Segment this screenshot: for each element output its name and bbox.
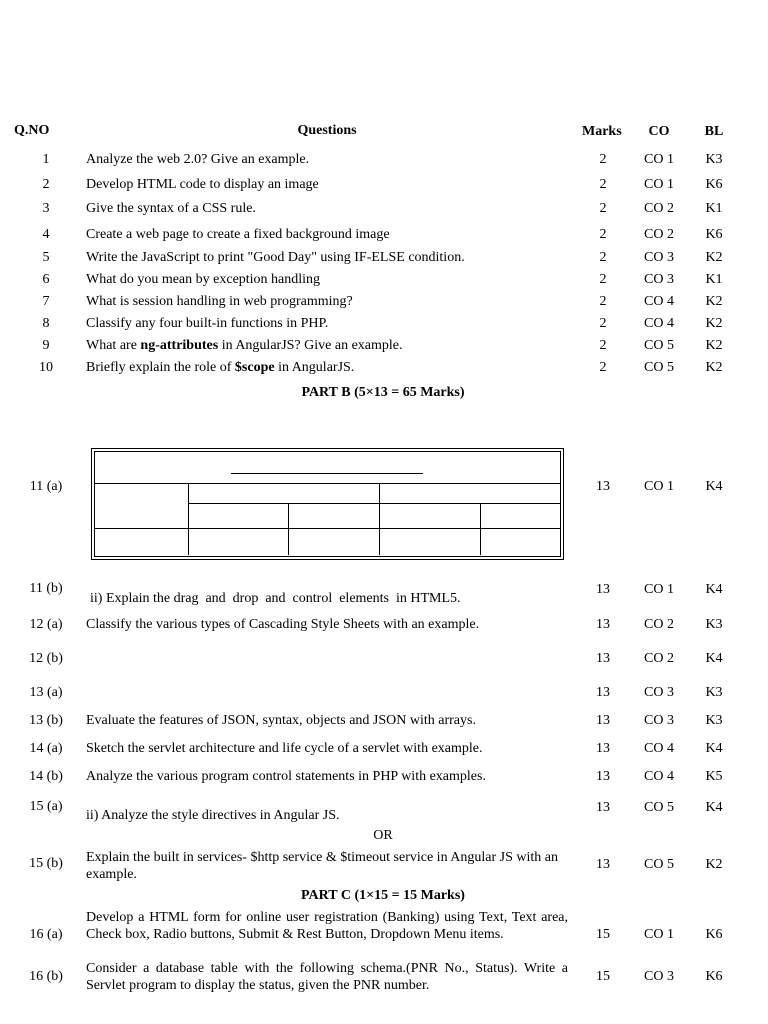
question-bl: K6 [705,177,723,192]
table-inner-border [94,451,561,557]
question-text-post: in AngularJS? Give an example. [218,338,403,353]
question-bl: K2 [705,857,723,872]
question-co: CO 2 [644,201,674,216]
question-marks: 2 [599,177,607,192]
question-number: 6 [42,272,50,287]
question-number: 15 (a) [29,799,63,814]
question-text: Write the JavaScript to print "Good Day" using IF-ELSE condition. [86,250,465,265]
table-grid-line [188,483,189,555]
question-text: Give the syntax of a CSS rule. [86,201,256,216]
question-marks: 13 [596,800,610,815]
question-co: CO 5 [644,800,674,815]
question-co: CO 3 [644,685,674,700]
question-marks: 2 [599,152,607,167]
question-number: 14 (b) [29,769,63,784]
question-text: Classify the various types of Cascading Style Sheets with an example. [86,617,480,632]
question-marks: 13 [596,617,610,632]
question-text: Consider a database table with the following schema.(PNR No., Status). Write a Servlet program to display the status, given the PNR number. [86,961,568,993]
question-marks: 13 [596,741,610,756]
question-text-pre: What are [86,338,141,353]
question-co: CO 4 [644,769,674,784]
question-co: CO 4 [644,741,674,756]
question-text: Evaluate the features of JSON, syntax, objects and JSON with arrays. [86,713,476,728]
question-marks: 2 [599,294,607,309]
question-co: CO 5 [644,338,674,353]
question-number: 16 (b) [29,969,63,984]
question-bl: K4 [705,479,723,494]
table-grid-line [95,528,560,529]
question-text [86,338,403,354]
question-text: Sketch the servlet architecture and life cycle of a servlet with example. [86,741,483,756]
question-number: 16 (a) [29,927,63,942]
question-text: Develop HTML code to display an image [86,177,319,192]
question-co: CO 3 [644,969,674,984]
question-marks: 2 [599,316,607,331]
question-number: 12 (a) [29,617,63,632]
question-bl: K4 [705,651,723,666]
question-bl: K3 [705,685,723,700]
table-grid-line [480,503,481,555]
question-bl: K4 [705,582,723,597]
question-marks: 2 [599,272,607,287]
question-number: 7 [42,294,50,309]
question-number: 8 [42,316,50,331]
question-co: CO 3 [644,713,674,728]
question-co: CO 2 [644,617,674,632]
header-marks: Marks [582,124,622,139]
header-bl: BL [704,124,724,139]
question-marks: 13 [596,582,610,597]
question-marks: 15 [596,927,610,942]
question-bl: K4 [705,800,723,815]
question-co: CO 5 [644,360,674,375]
table-grid-line [95,483,560,484]
question-number: 4 [42,227,50,242]
question-marks: 2 [599,250,607,265]
question-text: Develop a HTML form for online user registration (Banking) using Text, Text area, Check box, Radio buttons, Submit & Rest Button, Dropdown Menu items. [86,910,568,942]
question-bl: K2 [705,360,723,375]
question-marks: 2 [599,360,607,375]
question-bl: K5 [705,769,723,784]
question-number: 9 [42,338,50,353]
question-number: 15 (b) [29,856,63,871]
question-marks: 13 [596,685,610,700]
question-text-post: in AngularJS. [274,360,355,375]
question-bl: K6 [705,927,723,942]
question-number: 14 (a) [29,741,63,756]
question-bl: K2 [705,250,723,265]
question-co: CO 3 [644,250,674,265]
header-co: CO [648,124,670,139]
empty-table-figure [91,448,564,560]
question-bl: K4 [705,741,723,756]
question-co: CO 3 [644,272,674,287]
or-separator: OR [373,828,393,843]
question-number: 11 (b) [29,581,63,596]
question-co: CO 4 [644,294,674,309]
question-co: CO 1 [644,152,674,167]
question-bl: K3 [705,152,723,167]
question-marks: 13 [596,769,610,784]
question-number: 1 [42,152,50,167]
question-co: CO 5 [644,857,674,872]
question-bl: K3 [705,713,723,728]
question-bl: K1 [705,201,723,216]
question-marks: 13 [596,479,610,494]
question-bl: K3 [705,617,723,632]
question-text-bold: ng-attributes [140,338,219,353]
question-co: CO 1 [644,582,674,597]
question-text: Analyze the various program control statements in PHP with examples. [86,769,486,784]
question-marks: 13 [596,857,610,872]
table-grid-line [379,483,380,555]
question-marks: 2 [599,227,607,242]
question-co: CO 4 [644,316,674,331]
question-co: CO 1 [644,927,674,942]
part-c-title: PART C (1×15 = 15 Marks) [301,888,465,903]
question-marks: 2 [599,201,607,216]
question-bl: K2 [705,294,723,309]
question-co: CO 2 [644,651,674,666]
question-number: 5 [42,250,50,265]
question-marks: 13 [596,651,610,666]
table-grid-line [288,503,289,555]
table-grid-line [188,503,560,504]
question-bl: K2 [705,338,723,353]
question-number: 12 (b) [29,651,63,666]
question-co: CO 2 [644,227,674,242]
question-text: Classify any four built-in functions in PHP. [86,316,329,331]
table-caption-line [231,473,423,474]
question-bl: K6 [705,969,723,984]
question-text-pre: Briefly explain the role of [86,360,235,375]
question-text: ii) Analyze the style directives in Angular JS. [86,808,340,823]
question-number: 11 (a) [29,479,63,494]
question-marks: 15 [596,969,610,984]
question-marks: 2 [599,338,607,353]
question-number: 13 (a) [29,685,63,700]
header-qno: Q.NO [14,123,50,138]
question-co: CO 1 [644,177,674,192]
question-text: Create a web page to create a fixed background image [86,227,390,242]
question-number: 13 (b) [29,713,63,728]
question-text: ii) Explain the drag and drop and control elements in HTML5. [90,591,461,606]
header-questions: Questions [297,123,357,138]
question-text: What do you mean by exception handling [86,272,321,287]
question-number: 10 [39,360,53,375]
question-text: What is session handling in web programming? [86,294,353,309]
question-number: 3 [42,201,50,216]
question-text [86,360,354,376]
question-bl: K6 [705,227,723,242]
question-text-bold: $scope [234,360,275,375]
question-text: Explain the built in services- $http service & $timeout service in Angular JS with an example. [86,850,559,882]
question-number: 2 [42,177,50,192]
question-text: Analyze the web 2.0? Give an example. [86,152,310,167]
part-b-title: PART B (5×13 = 65 Marks) [301,385,465,400]
question-co: CO 1 [644,479,674,494]
question-bl: K2 [705,316,723,331]
question-bl: K1 [705,272,723,287]
question-marks: 13 [596,713,610,728]
